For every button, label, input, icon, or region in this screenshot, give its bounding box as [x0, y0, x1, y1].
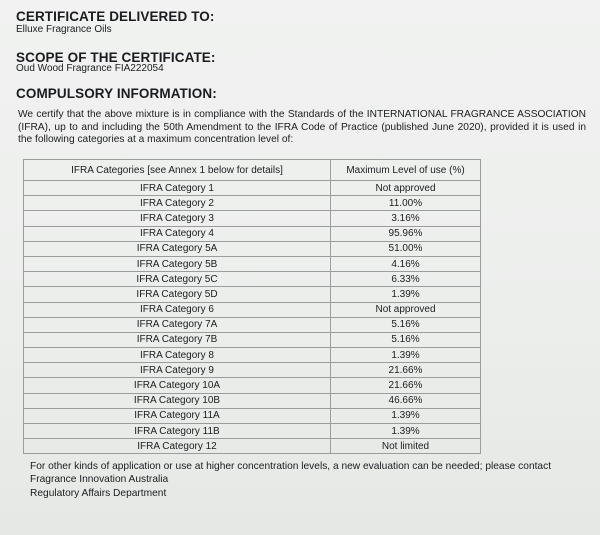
- category-cell: IFRA Category 4: [24, 226, 331, 241]
- category-cell: IFRA Category 10A: [24, 378, 331, 393]
- table-row: [24, 196, 481, 211]
- table-row: [24, 272, 481, 287]
- table-row: [24, 256, 481, 271]
- compliance-statement: We certify that the above mixture is in compliance with the Standards of the INTERNATIONAL FRAGRANCE ASSOCIATION (IFRA), up to and including the 50th Amendment to the IFRA Code of Practice (published June 2020), provided it is used in the following categories at a maximum concentration level of:: [18, 109, 586, 145]
- footer-note: [30, 461, 590, 486]
- max-level-cell: Not limited: [331, 439, 481, 454]
- max-level-cell: Not approved: [331, 302, 481, 317]
- table-header-row: [24, 160, 481, 181]
- category-cell: IFRA Category 10B: [24, 393, 331, 408]
- table-row: [24, 424, 481, 439]
- footer-note-line: Fragrance Innovation Australia: [30, 473, 169, 485]
- table-row: [24, 378, 481, 393]
- category-cell: IFRA Category 6: [24, 302, 331, 317]
- column-header-category: IFRA Categories [see Annex 1 below for details]: [24, 160, 331, 181]
- table-body: [24, 181, 481, 454]
- category-cell: IFRA Category 2: [24, 196, 331, 211]
- table-row: [24, 226, 481, 241]
- category-cell: IFRA Category 5B: [24, 256, 331, 271]
- max-level-cell: 5.16%: [331, 332, 481, 347]
- department-signature: Regulatory Affairs Department: [30, 488, 167, 499]
- table-row: [24, 287, 481, 302]
- category-cell: IFRA Category 7B: [24, 332, 331, 347]
- table-row: [24, 317, 481, 332]
- max-level-cell: Not approved: [331, 181, 481, 196]
- category-cell: IFRA Category 7A: [24, 317, 331, 332]
- max-level-cell: 51.00%: [331, 241, 481, 256]
- table-row: [24, 241, 481, 256]
- category-cell: IFRA Category 1: [24, 181, 331, 196]
- delivered-heading: CERTIFICATE DELIVERED TO:: [16, 9, 215, 24]
- max-level-cell: 4.16%: [331, 256, 481, 271]
- ifra-category-table: [23, 159, 481, 454]
- max-level-cell: 1.39%: [331, 424, 481, 439]
- max-level-cell: 3.16%: [331, 211, 481, 226]
- table-row: [24, 348, 481, 363]
- column-header-max-level: Maximum Level of use (%): [331, 160, 481, 181]
- category-cell: IFRA Category 3: [24, 211, 331, 226]
- compulsory-heading: COMPULSORY INFORMATION:: [16, 86, 217, 101]
- table-row: [24, 332, 481, 347]
- client-name: Elluxe Fragrance Oils: [16, 24, 112, 35]
- category-cell: IFRA Category 12: [24, 439, 331, 454]
- max-level-cell: 46.66%: [331, 393, 481, 408]
- scope-value: Oud Wood Fragrance FIA222054: [16, 63, 164, 74]
- table-row: [24, 393, 481, 408]
- max-level-cell: 5.16%: [331, 317, 481, 332]
- table-row: [24, 363, 481, 378]
- table-row: [24, 181, 481, 196]
- category-cell: IFRA Category 5A: [24, 241, 331, 256]
- category-cell: IFRA Category 11A: [24, 408, 331, 423]
- table-row: [24, 439, 481, 454]
- max-level-cell: 11.00%: [331, 196, 481, 211]
- category-cell: IFRA Category 9: [24, 363, 331, 378]
- table-row: [24, 211, 481, 226]
- max-level-cell: 95.96%: [331, 226, 481, 241]
- category-cell: IFRA Category 8: [24, 348, 331, 363]
- footer-note-line: For other kinds of application or use at higher concentration levels, a new evaluation can be needed; please contact: [30, 461, 552, 472]
- category-cell: IFRA Category 11B: [24, 424, 331, 439]
- scope-heading: SCOPE OF THE CERTIFICATE:: [16, 50, 216, 65]
- max-level-cell: 21.66%: [331, 363, 481, 378]
- max-level-cell: 6.33%: [331, 272, 481, 287]
- max-level-cell: 21.66%: [331, 378, 481, 393]
- table-row: [24, 408, 481, 423]
- table-row: [24, 302, 481, 317]
- max-level-cell: 1.39%: [331, 408, 481, 423]
- category-cell: IFRA Category 5C: [24, 272, 331, 287]
- category-cell: IFRA Category 5D: [24, 287, 331, 302]
- max-level-cell: 1.39%: [331, 287, 481, 302]
- max-level-cell: 1.39%: [331, 348, 481, 363]
